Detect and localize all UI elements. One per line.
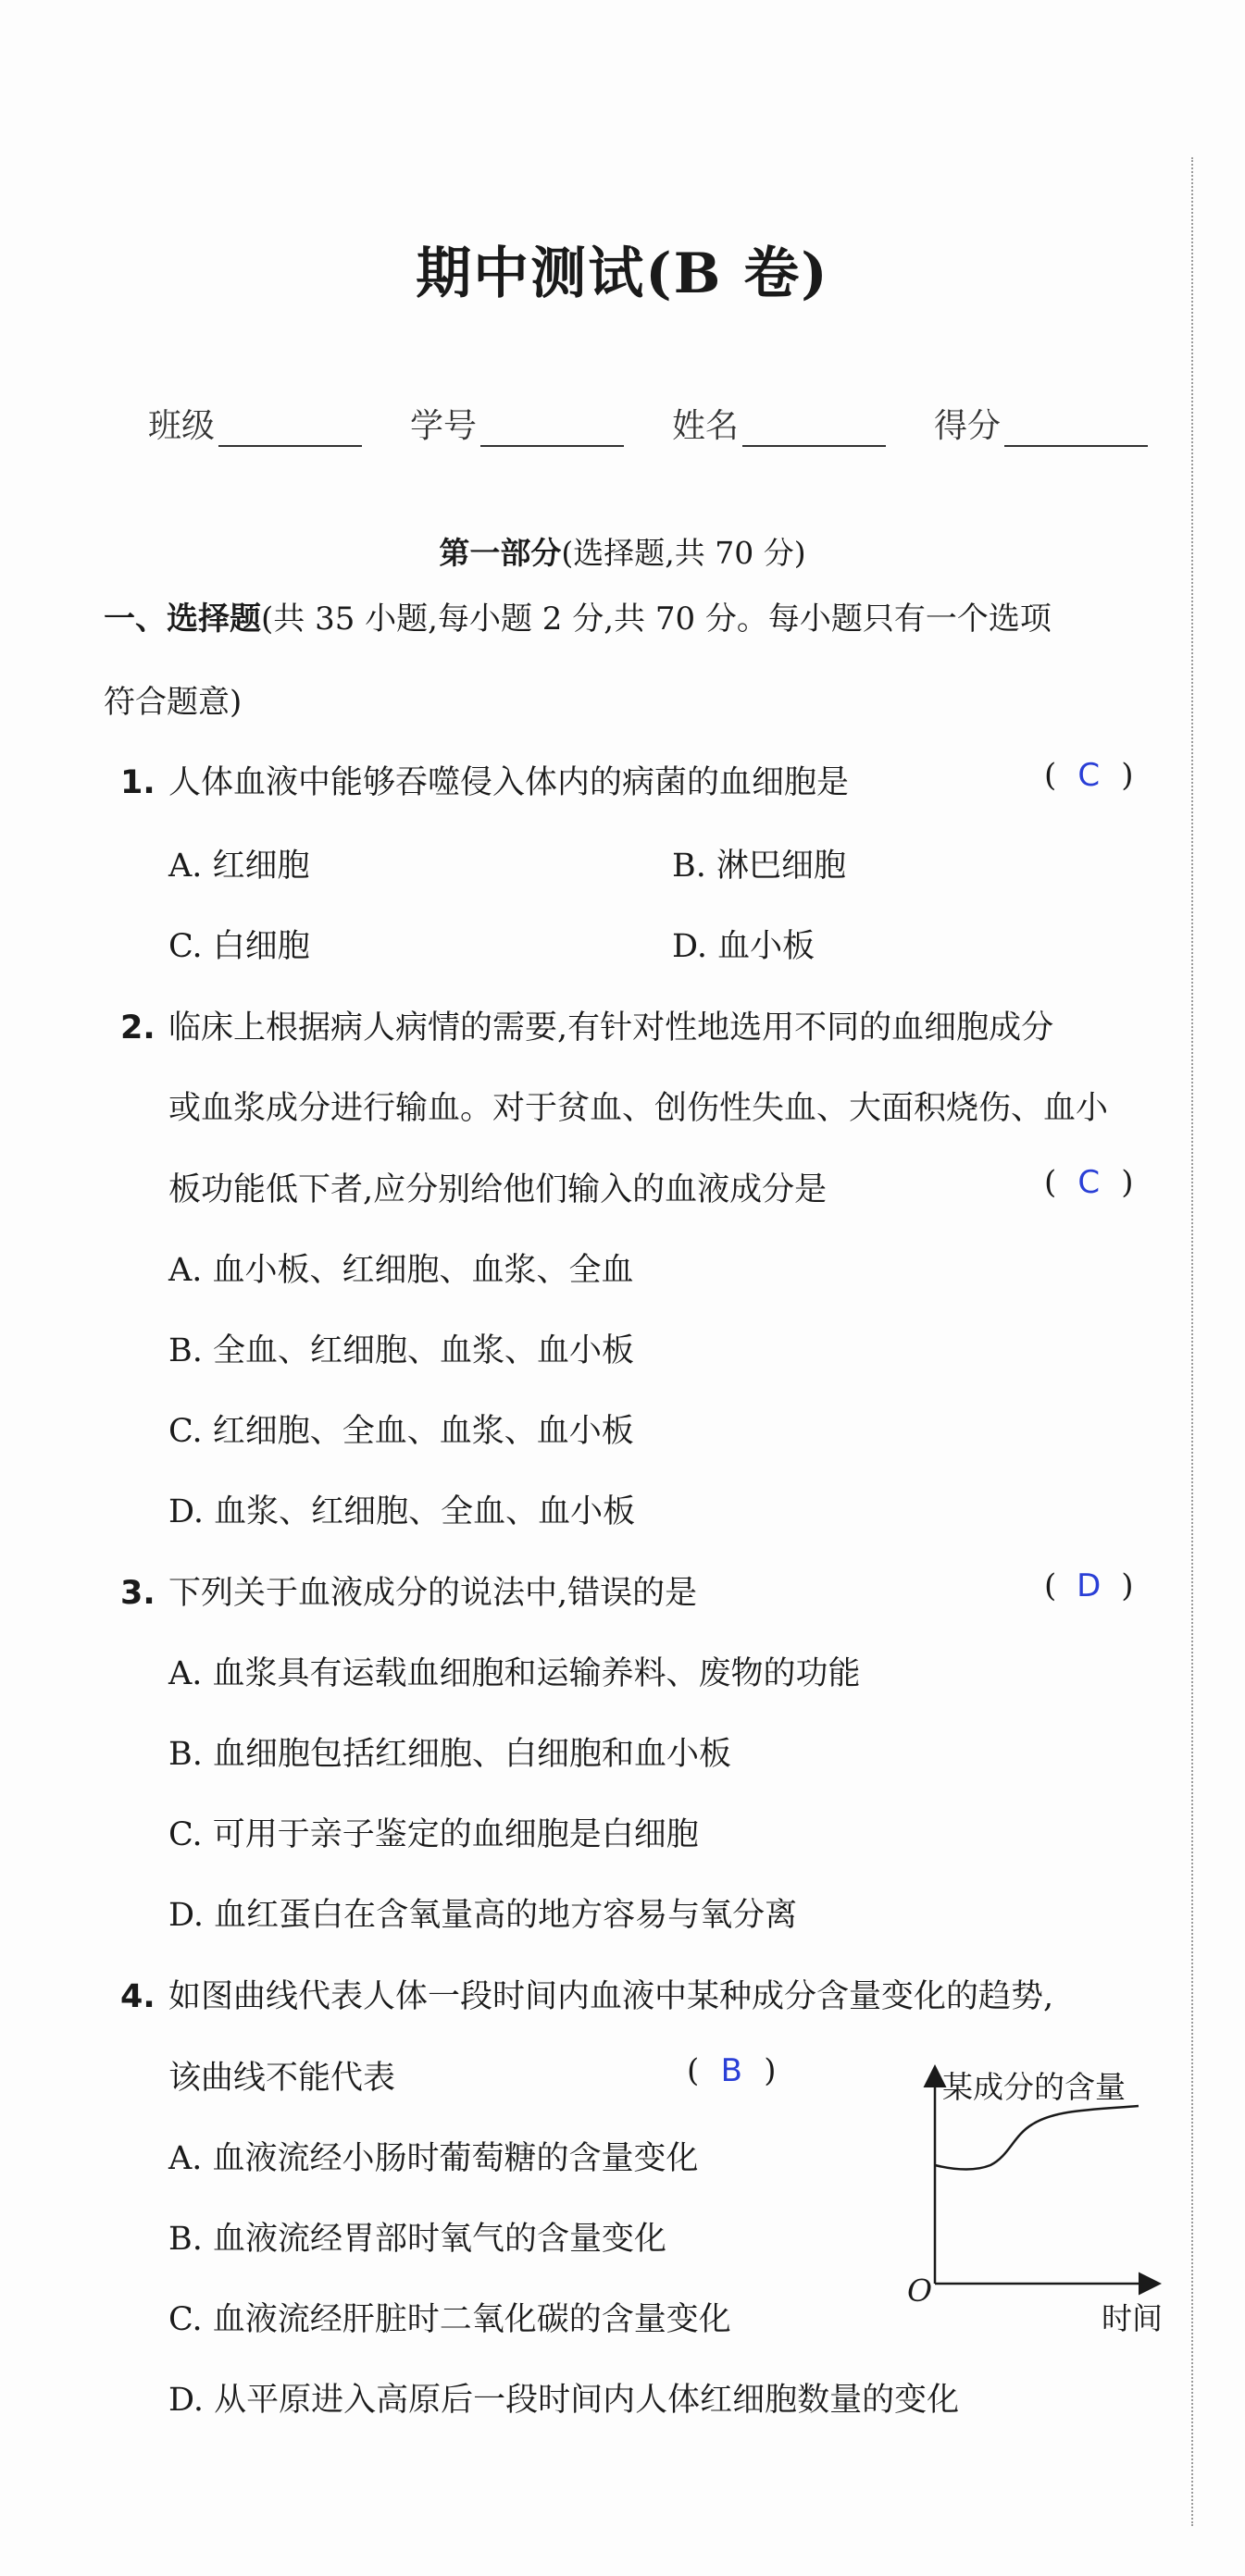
y-axis-label: 某成分的含量 (942, 2069, 1126, 2105)
question-4-line-1: 4. 如图曲线代表人体一段时间内血液中某种成分含量变化的趋势, (120, 1978, 1054, 2015)
origin-label: O (907, 2273, 933, 2309)
q1-option-a[interactable]: A. 红细胞 (168, 848, 310, 885)
score-blank[interactable] (1004, 414, 1148, 447)
answer-4: ( B ) (687, 2052, 777, 2089)
question-4-line-2: 该曲线不能代表 (168, 2060, 396, 2097)
x-axis-label: 时间 (1102, 2300, 1163, 2336)
question-1: 1. 人体血液中能够吞噬侵入体内的病菌的血细胞是 (120, 764, 850, 801)
part-heading: 第一部分(选择题,共 70 分) (439, 535, 806, 571)
section-heading: 一、选择题(共 35 小题,每小题 2 分,共 70 分。每小题只有一个选项 符合题意) (104, 601, 1052, 721)
info-name: 姓名 (672, 400, 886, 447)
answer-1: ( C ) (1044, 757, 1134, 794)
q2-option-d[interactable]: D. 血浆、红细胞、全血、血小板 (168, 1493, 636, 1530)
binding-dotted-line (1191, 157, 1193, 2526)
exam-title: 期中测试(B 卷) (416, 242, 829, 306)
q1-option-d[interactable]: D. 血小板 (672, 928, 815, 965)
question-2-line-3: 板功能低下者,应分别给他们输入的血液成分是 (168, 1171, 828, 1208)
question-2-line-2: 或血浆成分进行输血。对于贫血、创伤性失血、大面积烧伤、血小 (168, 1090, 1109, 1127)
number-blank[interactable] (480, 414, 624, 447)
q2-option-c[interactable]: C. 红细胞、全血、血浆、血小板 (168, 1413, 634, 1450)
q2-option-a[interactable]: A. 血小板、红细胞、血浆、全血 (168, 1252, 634, 1289)
q1-option-b[interactable]: B. 淋巴细胞 (672, 848, 846, 885)
q4-option-a[interactable]: A. 血液流经小肠时葡萄糖的含量变化 (168, 2140, 699, 2177)
q4-option-d[interactable]: D. 从平原进入高原后一段时间内人体红细胞数量的变化 (168, 2382, 960, 2419)
answer-2: ( C ) (1044, 1164, 1134, 1201)
student-info-row (148, 400, 1148, 447)
info-class: 班级 (148, 400, 362, 447)
q2-option-b[interactable]: B. 全血、红细胞、血浆、血小板 (168, 1332, 634, 1369)
q4-option-c[interactable]: C. 血液流经肝脏时二氧化碳的含量变化 (168, 2301, 731, 2338)
info-score: 得分 (934, 400, 1148, 447)
q3-option-a[interactable]: A. 血浆具有运载血细胞和运输养料、废物的功能 (168, 1655, 861, 1692)
q3-option-b[interactable]: B. 血细胞包括红细胞、白细胞和血小板 (168, 1736, 731, 1773)
info-number: 学号 (410, 400, 624, 447)
name-blank[interactable] (742, 414, 886, 447)
question-2-line-1: 2. 临床上根据病人病情的需要,有针对性地选用不同的血细胞成分 (120, 1009, 1054, 1046)
content-curve-graph (907, 2052, 1185, 2348)
class-blank[interactable] (218, 414, 362, 447)
trend-curve (935, 2106, 1139, 2170)
q3-option-c[interactable]: C. 可用于亲子鉴定的血细胞是白细胞 (168, 1816, 699, 1853)
answer-3: ( D ) (1044, 1567, 1134, 1604)
question-3: 3. 下列关于血液成分的说法中,错误的是 (120, 1575, 698, 1612)
q1-option-c[interactable]: C. 白细胞 (168, 928, 310, 965)
q4-option-b[interactable]: B. 血液流经胃部时氧气的含量变化 (168, 2221, 666, 2258)
q3-option-d[interactable]: D. 血红蛋白在含氧量高的地方容易与氧分离 (168, 1897, 798, 1934)
